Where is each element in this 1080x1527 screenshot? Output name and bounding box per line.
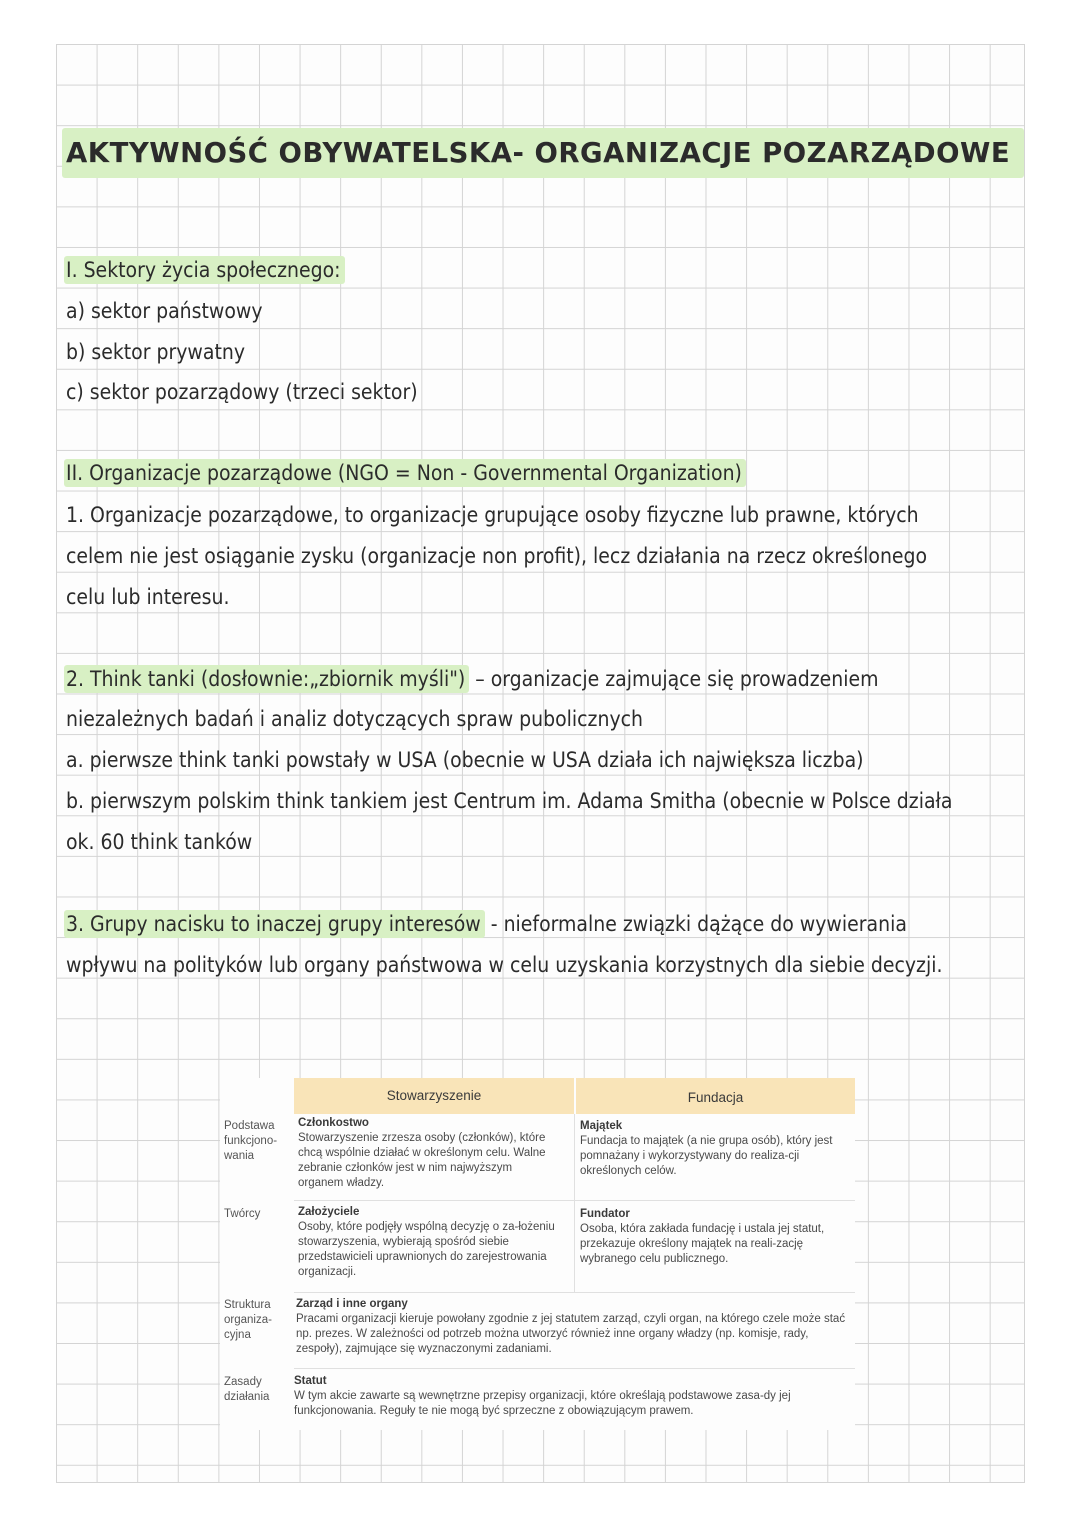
column-divider [574,1114,575,1292]
paragraph-line: 3. Grupy nacisku to inaczej grupy interesów - nieformalne związki dążące do wywierania [66,912,907,936]
paragraph-line: celem nie jest osiąganie zysku (organizacje non profit), lecz działania na rzecz określonego [66,544,928,568]
section1-item: a) sektor państwowy [66,299,263,323]
row-label: Struktura organiza-cyjna [224,1299,272,1341]
think-tank-highlight: 2. Think tanki (dosłownie:„zbiornik myśli") [64,665,469,693]
row-label: Twórcy [224,1208,261,1220]
comparison-table [220,1078,855,1430]
table-cell: Statut W tym akcie zawarte są wewnętrzne przepisy organizacji, które określają podstawowe zasa-dy jej funkcjonowania. Reguły te nie mogą być sprzeczne z obowiązującym prawem. [294,1375,791,1417]
table-cell: Zarząd i inne organy Pracami organizacji kieruje powołany zgodnie z jej statutem zarząd, czyli organ, na którego czele może stać np. prezes. W zależności od potrzeb można utworzyć również inne organy władzy (np. komisje, rady, zespoły), zajmujące się wyznaczonymi zadaniami. [296,1298,846,1355]
row-divider [294,1200,855,1201]
table-cell: Członkostwo Stowarzyszenie zrzesza osoby (członków), które chcą wspólnie działać w określonym celu. Walne zebranie członków jest w nim najwyższym organem władzy. [298,1117,546,1189]
paragraph-line: b. pierwszym polskim think tankiem jest Centrum im. Adama Smitha (obecnie w Polsce działa [66,789,953,813]
table-header-stowarzyszenie: Stowarzyszenie [294,1078,574,1114]
table-cell: Majątek Fundacja to majątek (a nie grupa osób), który jest pomnażany i wykorzystywany do realiza-cji określonych celów. [580,1120,833,1177]
paragraph-line: celu lub interesu. [66,585,230,609]
section1-item: b) sektor prywatny [66,340,246,364]
table-cell: Fundator Osoba, która zakłada fundację i ustala jej statut, przekazuje określony majątek na reali-zację wybranego celu publicznego. [580,1208,825,1265]
paragraph-line: niezależnych badań i analiz dotyczących spraw pubolicznych [66,707,643,731]
paragraph-line: wpływu na polityków lub organy państwowa w celu uzyskania korzystnych dla siebie decyzji. [66,953,943,977]
paragraph-line: 1. Organizacje pozarządowe, to organizacje grupujące osoby fizyczne lub prawne, których [66,503,919,527]
table-header-fundacja: Fundacja [576,1078,855,1114]
row-divider [294,1368,855,1369]
row-label: Podstawa funkcjono-wania [224,1120,278,1162]
paragraph-line: 2. Think tanki (dosłownie:„zbiornik myśli") – organizacje zajmujące się prowadzeniem [66,667,879,691]
row-label: Zasady działania [224,1376,270,1403]
table-cell: Założyciele Osoby, które podjęły wspólną decyzję o za-łożeniu stowarzyszenia, wybierają spośród siebie przedstawicieli uprawnionych do zarejestrowania organizacji. [298,1206,555,1278]
pressure-groups-highlight: 3. Grupy nacisku to inaczej grupy interesów [64,910,485,938]
paragraph-line: a. pierwsze think tanki powstały w USA (obecnie w USA działa ich największa liczba) [66,748,864,772]
section1-heading: I. Sektory życia społecznego: [66,255,345,285]
section2-heading: II. Organizacje pozarządowe (NGO = Non - Governmental Organization) [66,458,746,488]
section1-item: c) sektor pozarządowy (trzeci sektor) [66,380,418,404]
row-divider [294,1292,855,1293]
page-title: AKTYWNOŚĆ OBYWATELSKA- ORGANIZACJE POZARZĄDOWE [62,128,1024,178]
paragraph-line: ok. 60 think tanków [66,830,253,854]
